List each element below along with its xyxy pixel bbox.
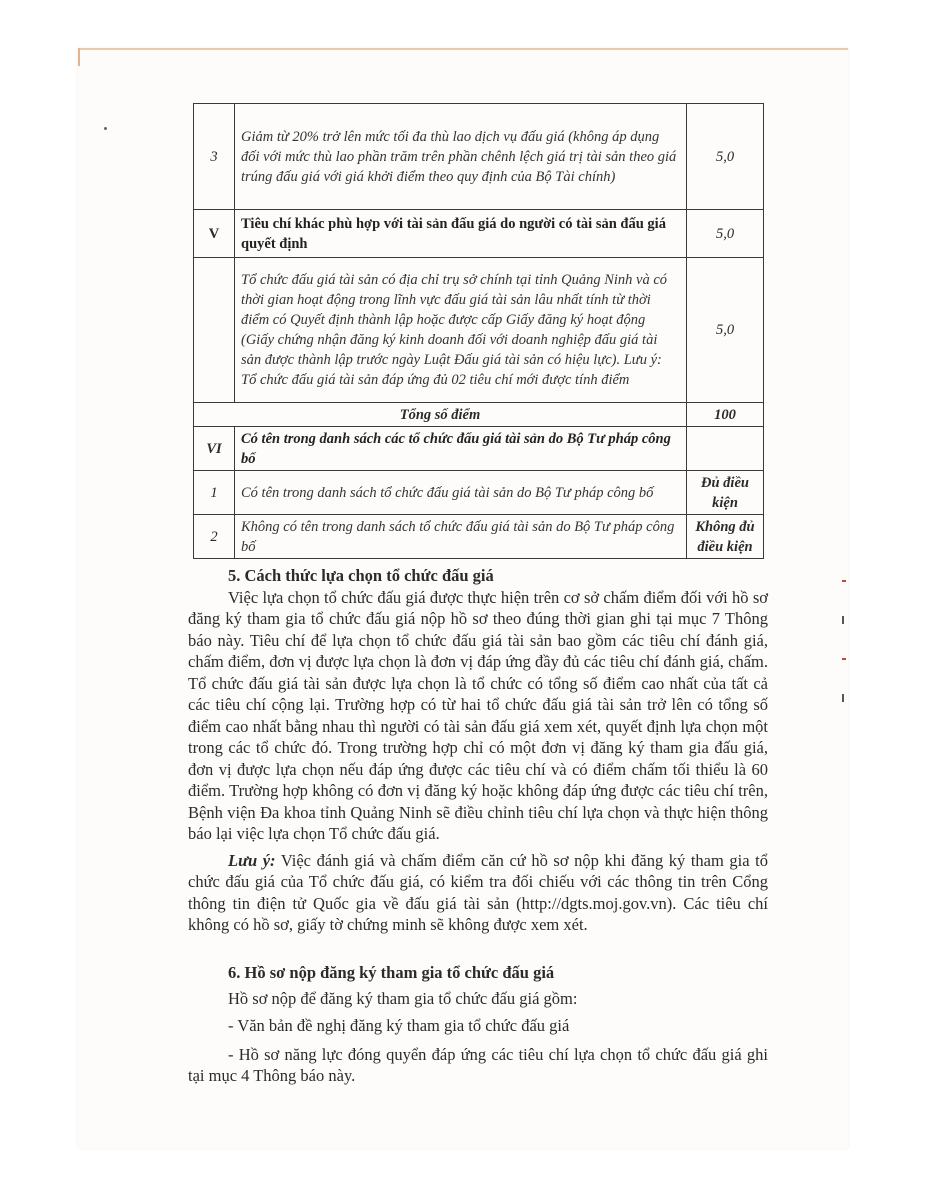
row-description: Tổ chức đấu giá tài sản có địa chỉ trụ sở chính tại tỉnh Quảng Ninh và có thời gian hoạt động trong lĩnh vực đấu giá tài sản lâu nhất tính từ thời điểm có Quyết định thành lập hoặc được cấp Giấy đăng ký hoạt động (Giấy chứng nhận đăng ký kinh doanh đối với doanh nghiệp đấu giá tài sản được thành lập trước ngày Luật Đấu giá tài sản có hiệu lực). Lưu ý: Tổ chức đấu giá tài sản đáp ứng đủ 02 tiêu chí mới được tính điểm (235, 258, 687, 403)
table-row (194, 471, 764, 515)
section-5-note (188, 850, 768, 936)
table-row-section-vi (194, 427, 764, 471)
section-score: 5,0 (687, 210, 764, 258)
section-6 (188, 962, 768, 1087)
row-score: 5,0 (687, 104, 764, 210)
note-label: Lưu ý: (228, 850, 276, 870)
table-row-total (194, 403, 764, 427)
table-row (194, 258, 764, 403)
criteria-table (193, 103, 764, 559)
row-score: Không đủ điều kiện (687, 515, 764, 559)
section-score (687, 427, 764, 471)
table-row (194, 104, 764, 210)
total-value: 100 (687, 403, 764, 427)
scan-edge-left (78, 48, 80, 66)
section-5 (188, 565, 768, 936)
section-5-heading: 5. Cách thức lựa chọn tổ chức đấu giá (228, 566, 494, 585)
row-number (194, 258, 235, 403)
total-label: Tổng số điểm (194, 403, 687, 427)
row-score: Đủ điều kiện (687, 471, 764, 515)
section-6-item-1: - Văn bản đề nghị đăng ký tham gia tổ chức đấu giá (228, 1016, 570, 1035)
row-description: Có tên trong danh sách tổ chức đấu giá tài sản do Bộ Tư pháp công bố (235, 471, 687, 515)
section-number: VI (194, 427, 235, 471)
section-description: Có tên trong danh sách các tổ chức đấu giá tài sản do Bộ Tư pháp công bố (235, 427, 687, 471)
table-row (194, 515, 764, 559)
section-number: V (194, 210, 235, 258)
row-number: 3 (194, 104, 235, 210)
scan-speck (104, 127, 107, 130)
section-6-heading: 6. Hồ sơ nộp đăng ký tham gia tổ chức đấu giá (228, 963, 555, 982)
section-6-item-2: - Hồ sơ năng lực đóng quyển đáp ứng các tiêu chí lựa chọn tổ chức đấu giá ghi tại mục 4 Thông báo này. (188, 1044, 768, 1085)
row-score: 5,0 (687, 258, 764, 403)
section-6-intro: Hồ sơ nộp để đăng ký tham gia tổ chức đấu giá gồm: (228, 988, 578, 1008)
scan-edge-top (78, 48, 848, 50)
section-description: Tiêu chí khác phù hợp với tài sản đấu giá do người có tài sản đấu giá quyết định (235, 210, 687, 258)
margin-marks (842, 580, 862, 736)
section-5-paragraph: Việc lựa chọn tổ chức đấu giá được thực hiện trên cơ sở chấm điểm đối với hồ sơ đăng ký tham gia tổ chức đấu giá nộp hồ sơ theo đúng thời gian ghi tại mục 7 Thông báo này. Tiêu chí để lựa chọn tổ chức đấu giá tài sản bao gồm các tiêu chí đánh giá, chấm điểm, đơn vị được lựa chọn là đơn vị đáp ứng đầy đủ các tiêu chí đánh giá, chấm. Tổ chức đấu giá tài sản được lựa chọn là tổ chức có tổng số điểm cao nhất của tất cả các tiêu chí cộng lại. Trường hợp có từ hai tổ chức đấu giá tài sản trở lên có tổng số điểm cao nhất bằng nhau thì người có tài sản đấu giá xem xét, quyết định lựa chọn một trong các tổ chức đó. Trong trường hợp chỉ có một đơn vị đăng ký tham gia đấu giá, đơn vị được lựa chọn nếu đáp ứng được các tiêu chí và có điểm chấm tối thiểu là 60 điểm. Trường hợp không có đơn vị đăng ký hoặc không đáp ứng được các tiêu chí trên, Bệnh viện Đa khoa tỉnh Quảng Ninh sẽ điều chỉnh tiêu chí lựa chọn và thực hiện thông báo lại việc lựa chọn Tổ chức đấu giá. (188, 587, 768, 843)
note-text: Việc đánh giá và chấm điểm căn cứ hồ sơ nộp khi đăng ký tham gia tổ chức đấu giá của Tổ chức đấu giá, có kiểm tra đối chiếu với các thông tin trên Cổng thông tin điện tử Quốc gia về đấu giá tài sản (http://dgts.moj.gov.vn). Các tiêu chí không có hồ sơ, giấy tờ chứng minh sẽ không được xem xét. (188, 850, 768, 934)
table-row-section-v (194, 210, 764, 258)
row-number: 2 (194, 515, 235, 559)
row-description: Giảm từ 20% trở lên mức tối đa thù lao dịch vụ đấu giá (không áp dụng đối với mức thù lao phần trăm trên phần chênh lệch giá trị tài sản theo giá trúng đấu giá với giá khởi điểm theo quy định của Bộ Tài chính) (235, 104, 687, 210)
row-number: 1 (194, 471, 235, 515)
row-description: Không có tên trong danh sách tổ chức đấu giá tài sản do Bộ Tư pháp công bố (235, 515, 687, 559)
